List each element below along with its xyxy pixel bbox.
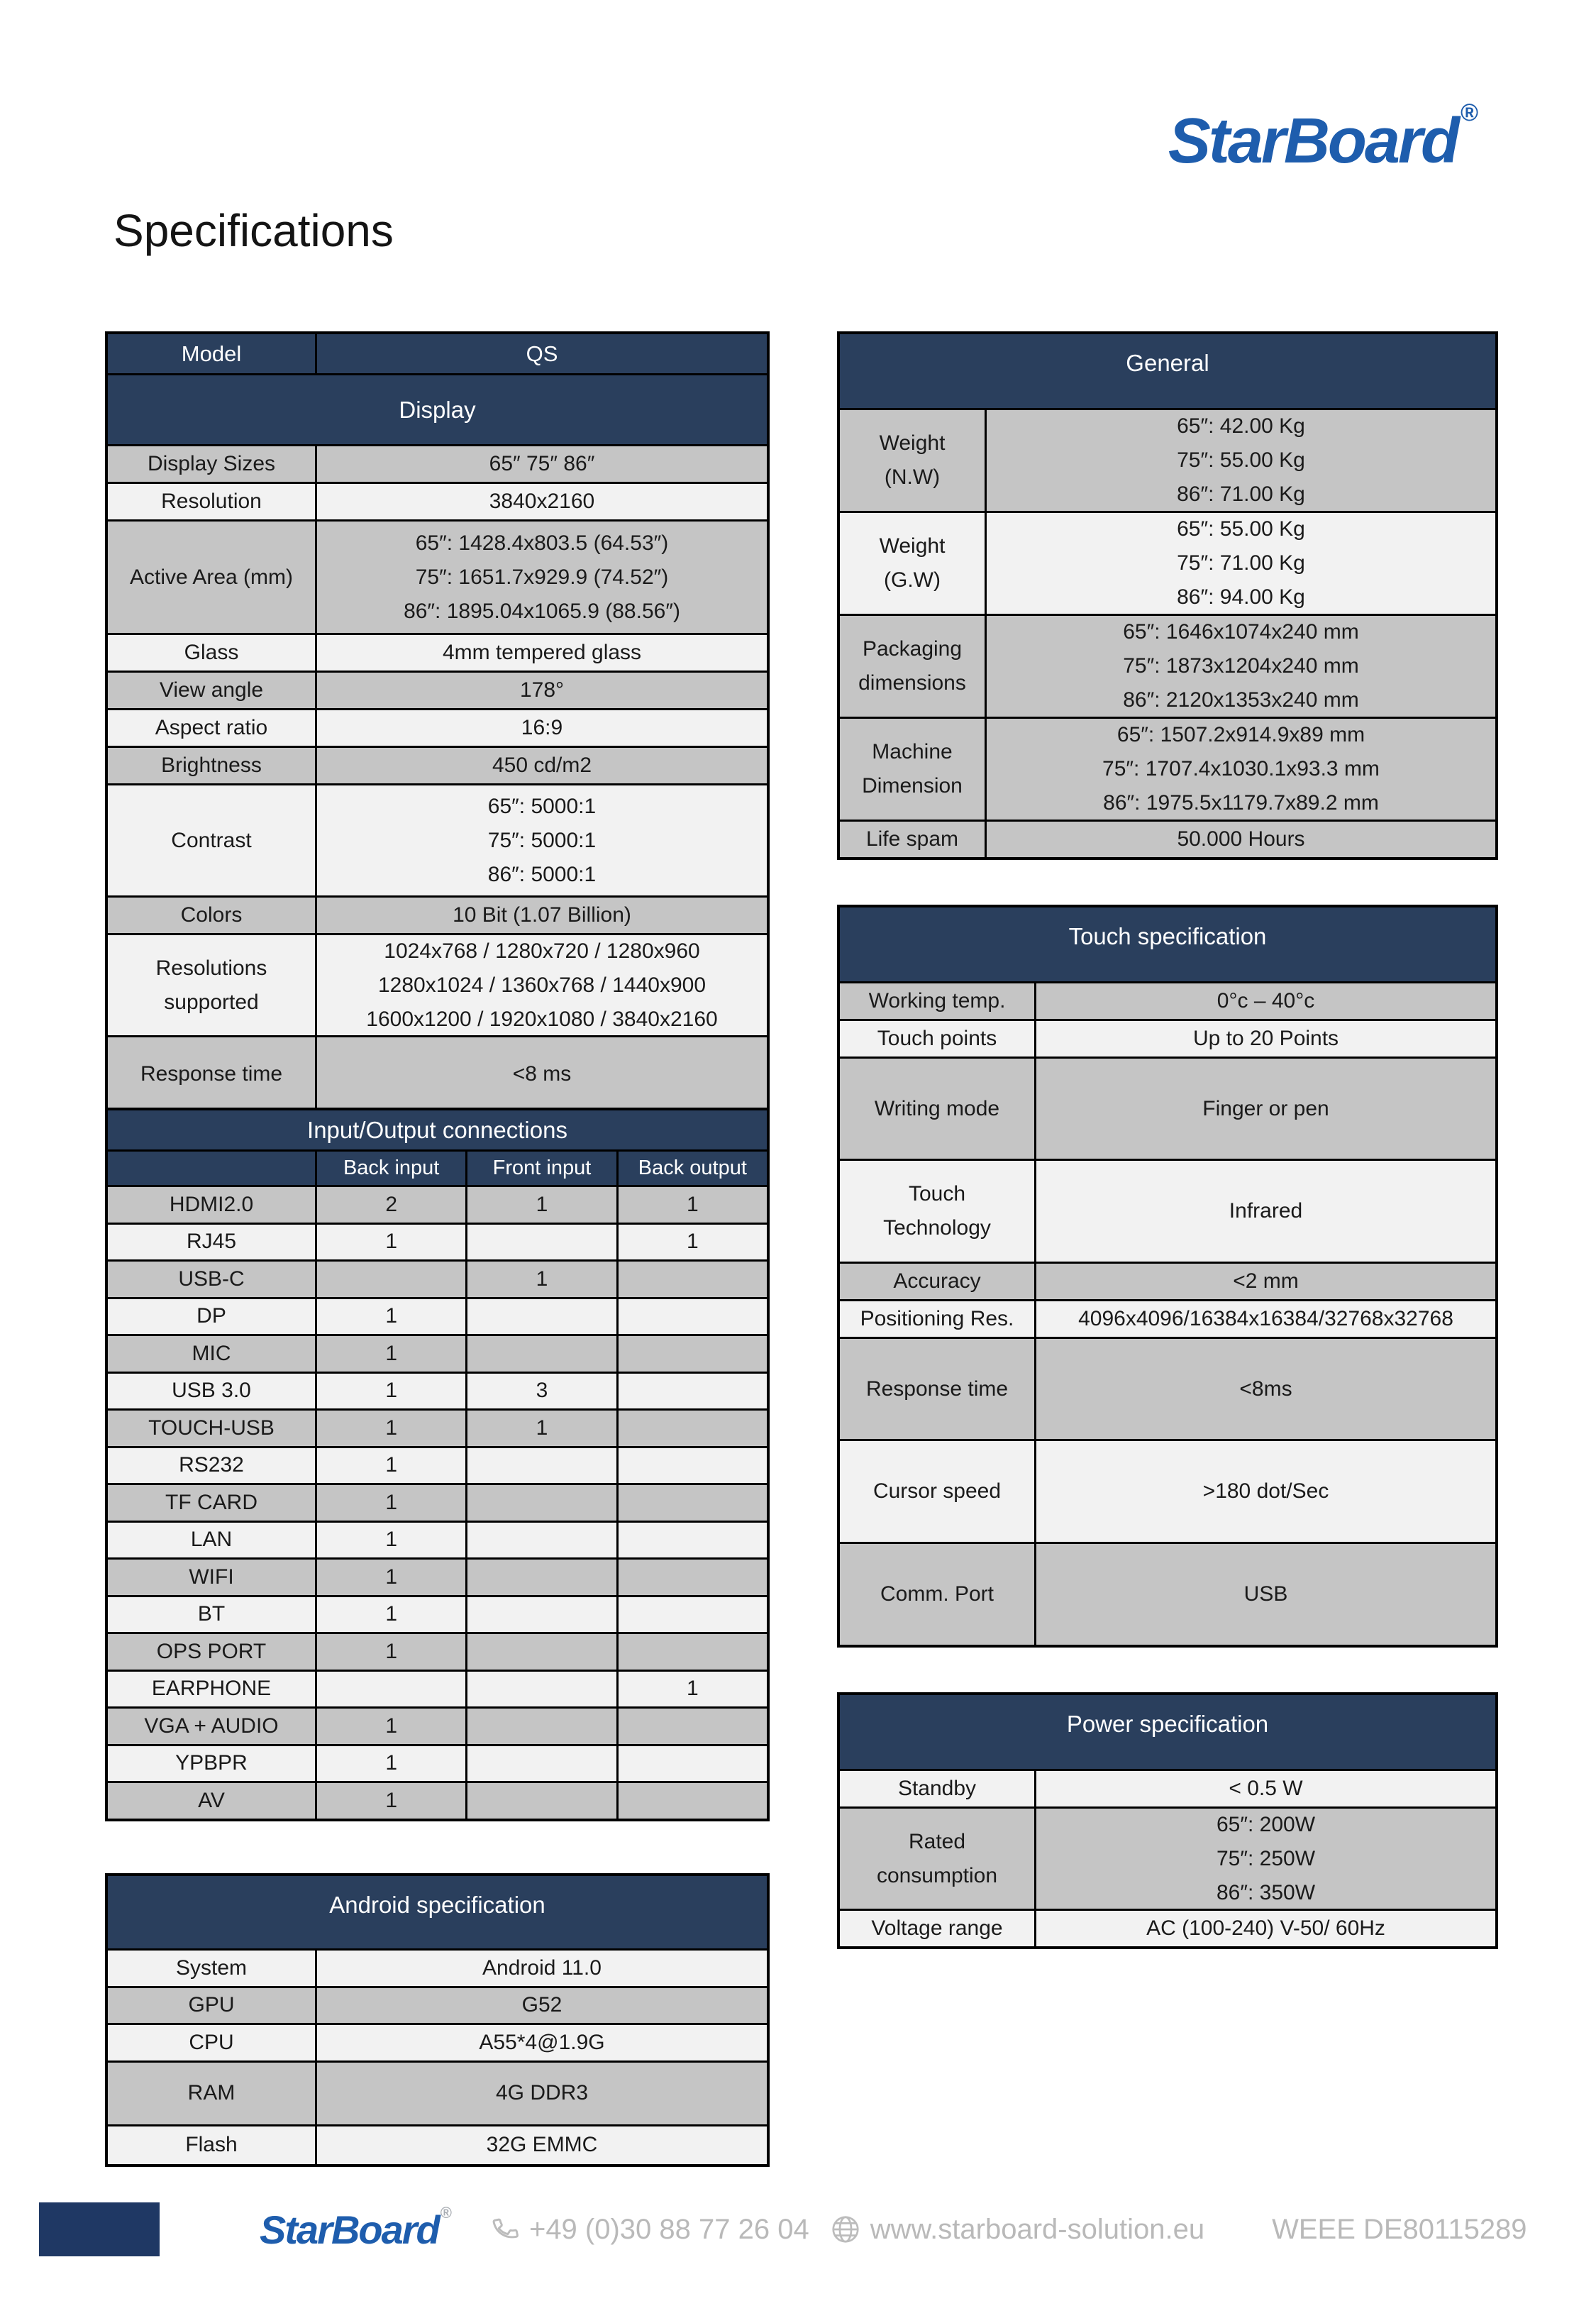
- io-count: [619, 1597, 767, 1633]
- io-count: 1: [467, 1187, 618, 1223]
- io-count: [467, 1448, 618, 1484]
- table-row: [108, 933, 767, 1035]
- spec-value: Android 11.0: [482, 1955, 602, 1980]
- spec-label: Colors: [108, 898, 317, 933]
- table-row: [108, 1483, 767, 1521]
- spec-value: Infrared: [1229, 1199, 1303, 1223]
- spec-label: Response time: [840, 1339, 1036, 1439]
- spec-label: Writing mode: [840, 1059, 1036, 1159]
- spec-value: [987, 719, 1495, 820]
- spec-value: 3840x2160: [489, 490, 595, 513]
- spec-label: Standby: [840, 1771, 1036, 1806]
- spec-label: [840, 719, 987, 820]
- spec-label: Aspect ratio: [108, 710, 317, 746]
- general-section-title: General: [1126, 350, 1209, 376]
- page-footer: [39, 2202, 1527, 2256]
- spec-value: Finger or pen: [1202, 1096, 1329, 1120]
- spec-label-line: supported: [164, 990, 259, 1014]
- spec-label-line: Touch: [908, 1182, 966, 1206]
- table-row: [108, 2060, 767, 2124]
- spec-label: Active Area (mm): [108, 522, 317, 633]
- spec-value: G52: [521, 1993, 563, 2017]
- table-row: [840, 614, 1495, 717]
- io-count: 1: [317, 1560, 467, 1595]
- spec-value: >180 dot/Sec: [1202, 1479, 1329, 1503]
- io-count: 3: [467, 1374, 618, 1409]
- spec-label-line: Weight: [879, 534, 946, 558]
- brand-logo-text: StarBoard: [1168, 106, 1458, 177]
- io-count: [619, 1262, 767, 1297]
- io-count: [467, 1485, 618, 1521]
- spec-value: 10 Bit (1.07 Billion): [453, 903, 631, 927]
- table-row: [840, 1542, 1495, 1645]
- io-port-label: DP: [108, 1299, 317, 1335]
- spec-label-line: Packaging: [862, 637, 963, 661]
- globe-icon: [829, 2213, 862, 2246]
- spec-label: Flash: [108, 2126, 317, 2164]
- spec-value-line: 65″: 55.00 Kg: [1177, 517, 1305, 541]
- spec-value: <8ms: [1239, 1377, 1292, 1401]
- display-section-header: [108, 373, 767, 444]
- spec-value: A55*4@1.9G: [479, 2030, 605, 2054]
- spec-label: GPU: [108, 1988, 317, 2024]
- table-row: [840, 1262, 1495, 1299]
- spec-label-line: Machine: [872, 740, 953, 763]
- table-row: [108, 1948, 767, 1986]
- spec-label-line: dimensions: [858, 671, 966, 695]
- table-row: [840, 511, 1495, 614]
- io-count: [467, 1523, 618, 1558]
- io-port-label: BT: [108, 1597, 317, 1633]
- io-port-label: RJ45: [108, 1225, 317, 1260]
- table-row: [840, 1337, 1495, 1439]
- io-port-label: EARPHONE: [108, 1672, 317, 1707]
- table-row: [108, 671, 767, 708]
- io-port-label: RS232: [108, 1448, 317, 1484]
- io-port-label: VGA + AUDIO: [108, 1709, 317, 1744]
- io-column-header: Front input: [467, 1152, 618, 1185]
- spec-label: System: [108, 1951, 317, 1986]
- footer-weee-number: WEEE DE80115289: [1272, 2213, 1527, 2245]
- table-row: [840, 1159, 1495, 1262]
- table-row: [108, 746, 767, 783]
- table-row: [840, 1806, 1495, 1909]
- spec-label: Brightness: [108, 748, 317, 783]
- table-row: [108, 1185, 767, 1223]
- io-count: [619, 1411, 767, 1446]
- spec-label: View angle: [108, 673, 317, 708]
- spec-label: [840, 1809, 1036, 1909]
- power-section-header: [840, 1695, 1495, 1769]
- footer-brand-logo-text: StarBoard: [260, 2207, 439, 2252]
- io-count: [467, 1634, 618, 1670]
- table-row: [108, 2124, 767, 2164]
- spec-value: < 0.5 W: [1229, 1777, 1303, 1800]
- io-count: 1: [317, 1299, 467, 1335]
- io-count: 1: [317, 1746, 467, 1782]
- spec-label: Positioning Res.: [840, 1301, 1036, 1337]
- table-row: [108, 1986, 767, 2024]
- io-section-header: [108, 1110, 767, 1149]
- io-count: 1: [317, 1634, 467, 1670]
- spec-value-line: 65″: 1507.2x914.9x89 mm: [1116, 723, 1365, 746]
- spec-label: Display Sizes: [108, 446, 317, 482]
- io-connections-table: [105, 1108, 770, 1821]
- power-section-title: Power specification: [1066, 1711, 1269, 1737]
- touch-section-title: Touch specification: [1068, 923, 1267, 949]
- spec-value: [317, 785, 767, 895]
- page-title: Specifications: [113, 205, 394, 256]
- table-row: [840, 1769, 1495, 1806]
- spec-value: [987, 513, 1495, 614]
- spec-value: 65″ 75″ 86″: [489, 452, 595, 475]
- io-count: [467, 1746, 618, 1782]
- io-count: [619, 1523, 767, 1558]
- io-count: 1: [317, 1411, 467, 1446]
- registered-mark-icon: ®: [1460, 99, 1478, 126]
- table-row: [108, 1521, 767, 1558]
- table-row: [108, 482, 767, 519]
- footer-brand-block: [39, 2202, 160, 2256]
- io-count: 1: [317, 1448, 467, 1484]
- table-row: [108, 1632, 767, 1670]
- io-count: 1: [317, 1225, 467, 1260]
- io-column-header-row: [108, 1149, 767, 1185]
- spec-label: [840, 513, 987, 614]
- android-section-header: [108, 1876, 767, 1948]
- table-row: [108, 1744, 767, 1782]
- io-section-title: Input/Output connections: [307, 1116, 567, 1143]
- io-count: [467, 1597, 618, 1633]
- table-row: [840, 1439, 1495, 1542]
- spec-value-line: 86″: 2120x1353x240 mm: [1123, 688, 1359, 712]
- io-port-label: USB-C: [108, 1262, 317, 1297]
- android-section-title: Android specification: [329, 1892, 545, 1918]
- spec-label: Resolution: [108, 484, 317, 519]
- table-row: [108, 2023, 767, 2060]
- spec-label: [108, 935, 317, 1035]
- spec-value: [987, 616, 1495, 717]
- spec-value: 0°c – 40°c: [1217, 989, 1315, 1013]
- spec-label: Response time: [108, 1037, 317, 1110]
- io-port-label: WIFI: [108, 1560, 317, 1595]
- io-count: [467, 1560, 618, 1595]
- table-row: [108, 519, 767, 633]
- table-row: [108, 1706, 767, 1744]
- touch-spec-table: [837, 905, 1498, 1648]
- spec-label: Glass: [108, 635, 317, 671]
- io-count: 1: [317, 1523, 467, 1558]
- io-port-label: YPBPR: [108, 1746, 317, 1782]
- io-count: [467, 1783, 618, 1819]
- io-count: 1: [467, 1411, 618, 1446]
- io-count: [467, 1336, 618, 1372]
- spec-label-line: (N.W): [884, 465, 941, 489]
- io-count: [467, 1709, 618, 1744]
- table-row: [108, 444, 767, 482]
- io-column-header: Back output: [638, 1157, 747, 1179]
- general-spec-table: [837, 331, 1498, 860]
- spec-label: [840, 616, 987, 717]
- display-spec-table: [105, 331, 770, 1113]
- spec-value-line: 75″: 1707.4x1030.1x93.3 mm: [1102, 757, 1380, 780]
- io-port-label: HDMI2.0: [108, 1187, 317, 1223]
- io-count: [467, 1672, 618, 1707]
- spec-value: 178°: [519, 678, 565, 702]
- spec-value-line: 75″: 71.00 Kg: [1177, 551, 1305, 575]
- footer-registered-mark-icon: ®: [440, 2203, 452, 2222]
- table-row: [108, 1334, 767, 1372]
- spec-value-line: 86″: 71.00 Kg: [1177, 482, 1305, 506]
- table-row: [840, 1299, 1495, 1337]
- io-count: 2: [317, 1187, 467, 1223]
- spec-label: Working temp.: [840, 983, 1036, 1019]
- spec-value-line: 75″: 55.00 Kg: [1177, 448, 1305, 472]
- spec-value-line: 65″: 200W: [1216, 1812, 1316, 1836]
- io-count: [619, 1485, 767, 1521]
- spec-value: [987, 410, 1495, 511]
- io-count: [619, 1709, 767, 1744]
- io-count: 1: [317, 1709, 467, 1744]
- spec-value-line: 1280x1024 / 1360x768 / 1440x900: [377, 973, 706, 997]
- io-count: [619, 1560, 767, 1595]
- model-value: QS: [526, 341, 558, 366]
- spec-label-line: Rated: [908, 1829, 966, 1853]
- touch-section-header: [840, 907, 1495, 981]
- spec-value: 450 cd/m2: [492, 754, 592, 777]
- phone-icon: [489, 2214, 521, 2245]
- io-port-label: MIC: [108, 1336, 317, 1372]
- table-row: [108, 783, 767, 895]
- spec-label: Touch points: [840, 1021, 1036, 1057]
- spec-value: [317, 522, 767, 633]
- spec-value: [317, 935, 767, 1035]
- table-row-model: [108, 334, 767, 373]
- spec-value-line: 75″: 250W: [1216, 1846, 1316, 1870]
- table-row: [840, 1909, 1495, 1946]
- spec-value: 4mm tempered glass: [442, 641, 642, 664]
- io-column-header: Back input: [317, 1152, 467, 1185]
- table-row: [108, 1035, 767, 1110]
- power-spec-table: [837, 1692, 1498, 1949]
- spec-label-line: consumption: [876, 1863, 998, 1887]
- io-count: 1: [686, 1677, 699, 1701]
- io-count: 1: [317, 1783, 467, 1819]
- io-port-label: LAN: [108, 1523, 317, 1558]
- brand-logo: [1092, 99, 1478, 178]
- table-row: [840, 1019, 1495, 1057]
- io-port-label: TOUCH-USB: [108, 1411, 317, 1446]
- spec-value-line: 65″: 1428.4x803.5 (64.53″): [415, 531, 669, 555]
- io-port-label: OPS PORT: [108, 1634, 317, 1670]
- spec-value: 4G DDR3: [495, 2081, 589, 2104]
- io-count: [619, 1374, 767, 1409]
- table-row: [108, 633, 767, 671]
- spec-value: 50.000 Hours: [1177, 827, 1305, 851]
- spec-value: 16:9: [521, 716, 563, 739]
- spec-label: [840, 410, 987, 511]
- io-count: [467, 1299, 618, 1335]
- table-row: [108, 708, 767, 746]
- spec-label-line: Resolutions: [155, 956, 267, 980]
- spec-label: Voltage range: [840, 1911, 1036, 1946]
- spec-label-line: Weight: [879, 431, 946, 455]
- io-count: [467, 1225, 618, 1260]
- spec-value: USB: [1243, 1582, 1288, 1606]
- table-row: [840, 981, 1495, 1019]
- table-row: [840, 820, 1495, 857]
- spec-label: Comm. Port: [840, 1544, 1036, 1645]
- spec-value-line: 75″: 1651.7x929.9 (74.52″): [415, 565, 669, 589]
- spec-value-line: 65″: 1646x1074x240 mm: [1123, 620, 1359, 644]
- table-row: [840, 408, 1495, 511]
- table-row: [108, 895, 767, 933]
- table-row: [108, 1781, 767, 1819]
- spec-value: 32G EMMC: [486, 2133, 598, 2156]
- io-count: [619, 1634, 767, 1670]
- table-row: [108, 1259, 767, 1297]
- footer-phone-number: +49 (0)30 88 77 26 04: [528, 2213, 809, 2245]
- io-count: [619, 1299, 767, 1335]
- spec-value-line: 75″: 5000:1: [487, 828, 597, 852]
- spec-value-line: 65″: 42.00 Kg: [1177, 414, 1305, 438]
- spec-value-line: 1600x1200 / 1920x1080 / 3840x2160: [366, 1007, 718, 1031]
- table-row: [840, 1057, 1495, 1159]
- spec-label-line: Technology: [883, 1216, 991, 1240]
- spec-value: Up to 20 Points: [1192, 1027, 1339, 1050]
- spec-value-line: 86″: 5000:1: [487, 862, 597, 886]
- display-section-title: Display: [399, 396, 476, 423]
- table-row: [840, 717, 1495, 820]
- spec-label: Cursor speed: [840, 1441, 1036, 1542]
- spec-label: Accuracy: [840, 1264, 1036, 1299]
- io-count: [619, 1746, 767, 1782]
- spec-label-line: Dimension: [862, 774, 963, 798]
- spec-value: <2 mm: [1233, 1269, 1299, 1293]
- io-count: [619, 1336, 767, 1372]
- android-spec-table: [105, 1873, 770, 2167]
- spec-value: [1036, 1809, 1495, 1909]
- spec-value: <8 ms: [512, 1061, 572, 1086]
- io-port-label: AV: [108, 1783, 317, 1819]
- table-row: [108, 1223, 767, 1260]
- io-port-label: TF CARD: [108, 1485, 317, 1521]
- spec-value-line: 86″: 1975.5x1179.7x89.2 mm: [1103, 791, 1379, 815]
- io-column-header-empty: [108, 1152, 317, 1185]
- spec-label-line: (G.W): [884, 568, 941, 592]
- spec-value-line: 86″: 350W: [1216, 1880, 1316, 1904]
- spec-label: [840, 1161, 1036, 1262]
- spec-value: 4096x4096/16384x16384/32768x32768: [1078, 1307, 1453, 1330]
- io-count: 1: [317, 1485, 467, 1521]
- spec-label: RAM: [108, 2063, 317, 2124]
- table-row: [108, 1408, 767, 1446]
- spec-label: CPU: [108, 2025, 317, 2060]
- table-row: [108, 1670, 767, 1707]
- table-row: [108, 1595, 767, 1633]
- spec-value-line: 65″: 5000:1: [487, 794, 597, 818]
- io-count: [619, 1783, 767, 1819]
- spec-value-line: 86″: 1895.04x1065.9 (88.56″): [404, 599, 680, 623]
- footer-brand-logo: [260, 2203, 452, 2253]
- table-row: [108, 1446, 767, 1484]
- spec-label: Contrast: [108, 785, 317, 895]
- io-count: [317, 1672, 467, 1707]
- table-row: [108, 1557, 767, 1595]
- footer-website: www.starboard-solution.eu: [870, 2213, 1205, 2245]
- spec-label: Life spam: [840, 822, 987, 857]
- table-row: [108, 1372, 767, 1409]
- model-label: Model: [108, 334, 317, 373]
- io-count: [619, 1448, 767, 1484]
- io-count: 1: [317, 1336, 467, 1372]
- io-count: 1: [317, 1374, 467, 1409]
- spec-value-line: 86″: 94.00 Kg: [1177, 585, 1305, 609]
- general-section-header: [840, 334, 1495, 408]
- spec-value: AC (100-240) V-50/ 60Hz: [1146, 1916, 1385, 1940]
- io-count: 1: [686, 1230, 699, 1254]
- table-row: [108, 1297, 767, 1335]
- spec-value-line: 1024x768 / 1280x720 / 1280x960: [384, 939, 700, 963]
- io-count: 1: [467, 1262, 618, 1297]
- io-count: [317, 1262, 467, 1297]
- io-count: 1: [317, 1597, 467, 1633]
- spec-value-line: 75″: 1873x1204x240 mm: [1123, 654, 1359, 678]
- io-port-label: USB 3.0: [108, 1374, 317, 1409]
- io-count: 1: [686, 1192, 699, 1216]
